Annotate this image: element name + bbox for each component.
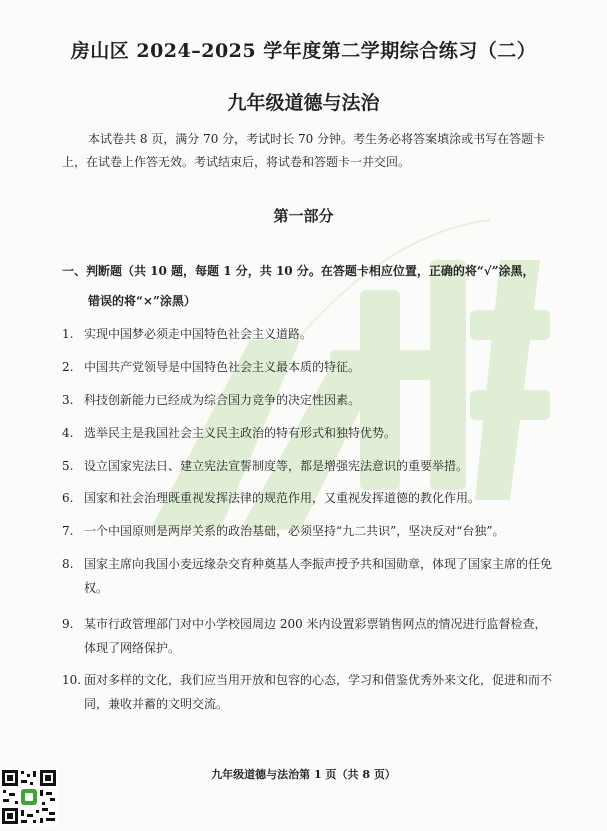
question-text: 某市行政管理部门对中小学校园周边 200 米内设置彩票销售网点的情况进行监督检查，体现了网络保护。 xyxy=(84,617,547,655)
qr-code-icon[interactable] xyxy=(0,768,58,826)
question-number: 8. xyxy=(62,557,74,571)
page-footer: 九年级道德与法治第 1 页（共 8 页） xyxy=(211,768,396,781)
question-number: 3. xyxy=(62,393,74,407)
exam-instructions: 本试卷共 8 页，满分 70 分，考试时长 70 分钟。考生务必将答案填涂或书写在答题卡上，在试卷上作答无效。考试结束后，将试卷和答题卡一并交回。 xyxy=(62,132,546,169)
question-number: 1. xyxy=(62,327,74,341)
question-text: 选举民主是我国社会主义民主政治的特有形式和独特优势。 xyxy=(84,426,397,440)
question-text: 中国共产党领导是中国特色社会主义最本质的特征。 xyxy=(84,360,361,374)
question-text: 实现中国梦必须走中国特色社会主义道路。 xyxy=(84,327,313,341)
subject-title: 九年级道德与法治 xyxy=(227,92,380,114)
question-number: 2. xyxy=(62,360,74,374)
question-text: 一个中国原则是两岸关系的政治基础，必须坚持“九二共识”，坚决反对“台独”。 xyxy=(84,524,505,538)
question-text: 国家和社会治理既重视发挥法律的规范作用，又重视发挥道德的教化作用。 xyxy=(84,491,481,505)
section-heading: 第一部分 xyxy=(273,207,334,225)
question-text: 面对多样的文化，我们应当用开放和包容的心态，学习和借鉴优秀外来文化，促进和而不同，兼收并蓄的文明交流。 xyxy=(84,673,553,711)
question-number: 9. xyxy=(62,617,74,631)
question-text: 国家主席向我国小麦远缘杂交育种奠基人李振声授予共和国勋章，体现了国家主席的任免权。 xyxy=(84,557,553,595)
question-type-instruction: 一、判断题（共 10 题，每题 1 分，共 10 分。在答题卡相应位置，正确的将“√”涂黑， xyxy=(62,264,535,278)
exam-title: 房山区 2024–2025 学年度第二学期综合练习（二） xyxy=(70,40,537,62)
question-number: 6. xyxy=(62,491,74,505)
question-text: 科技创新能力已经成为综合国力竞争的决定性因素。 xyxy=(84,393,361,407)
question-number: 10. xyxy=(62,673,82,687)
question-number: 4. xyxy=(62,426,74,440)
question-text: 设立国家宪法日、建立宪法宣誓制度等，都是增强宪法意识的重要举措。 xyxy=(84,459,469,473)
question-type-instruction-cont: 错误的将“×”涂黑） xyxy=(88,294,196,308)
question-number: 5. xyxy=(62,459,74,473)
question-number: 7. xyxy=(62,524,74,538)
